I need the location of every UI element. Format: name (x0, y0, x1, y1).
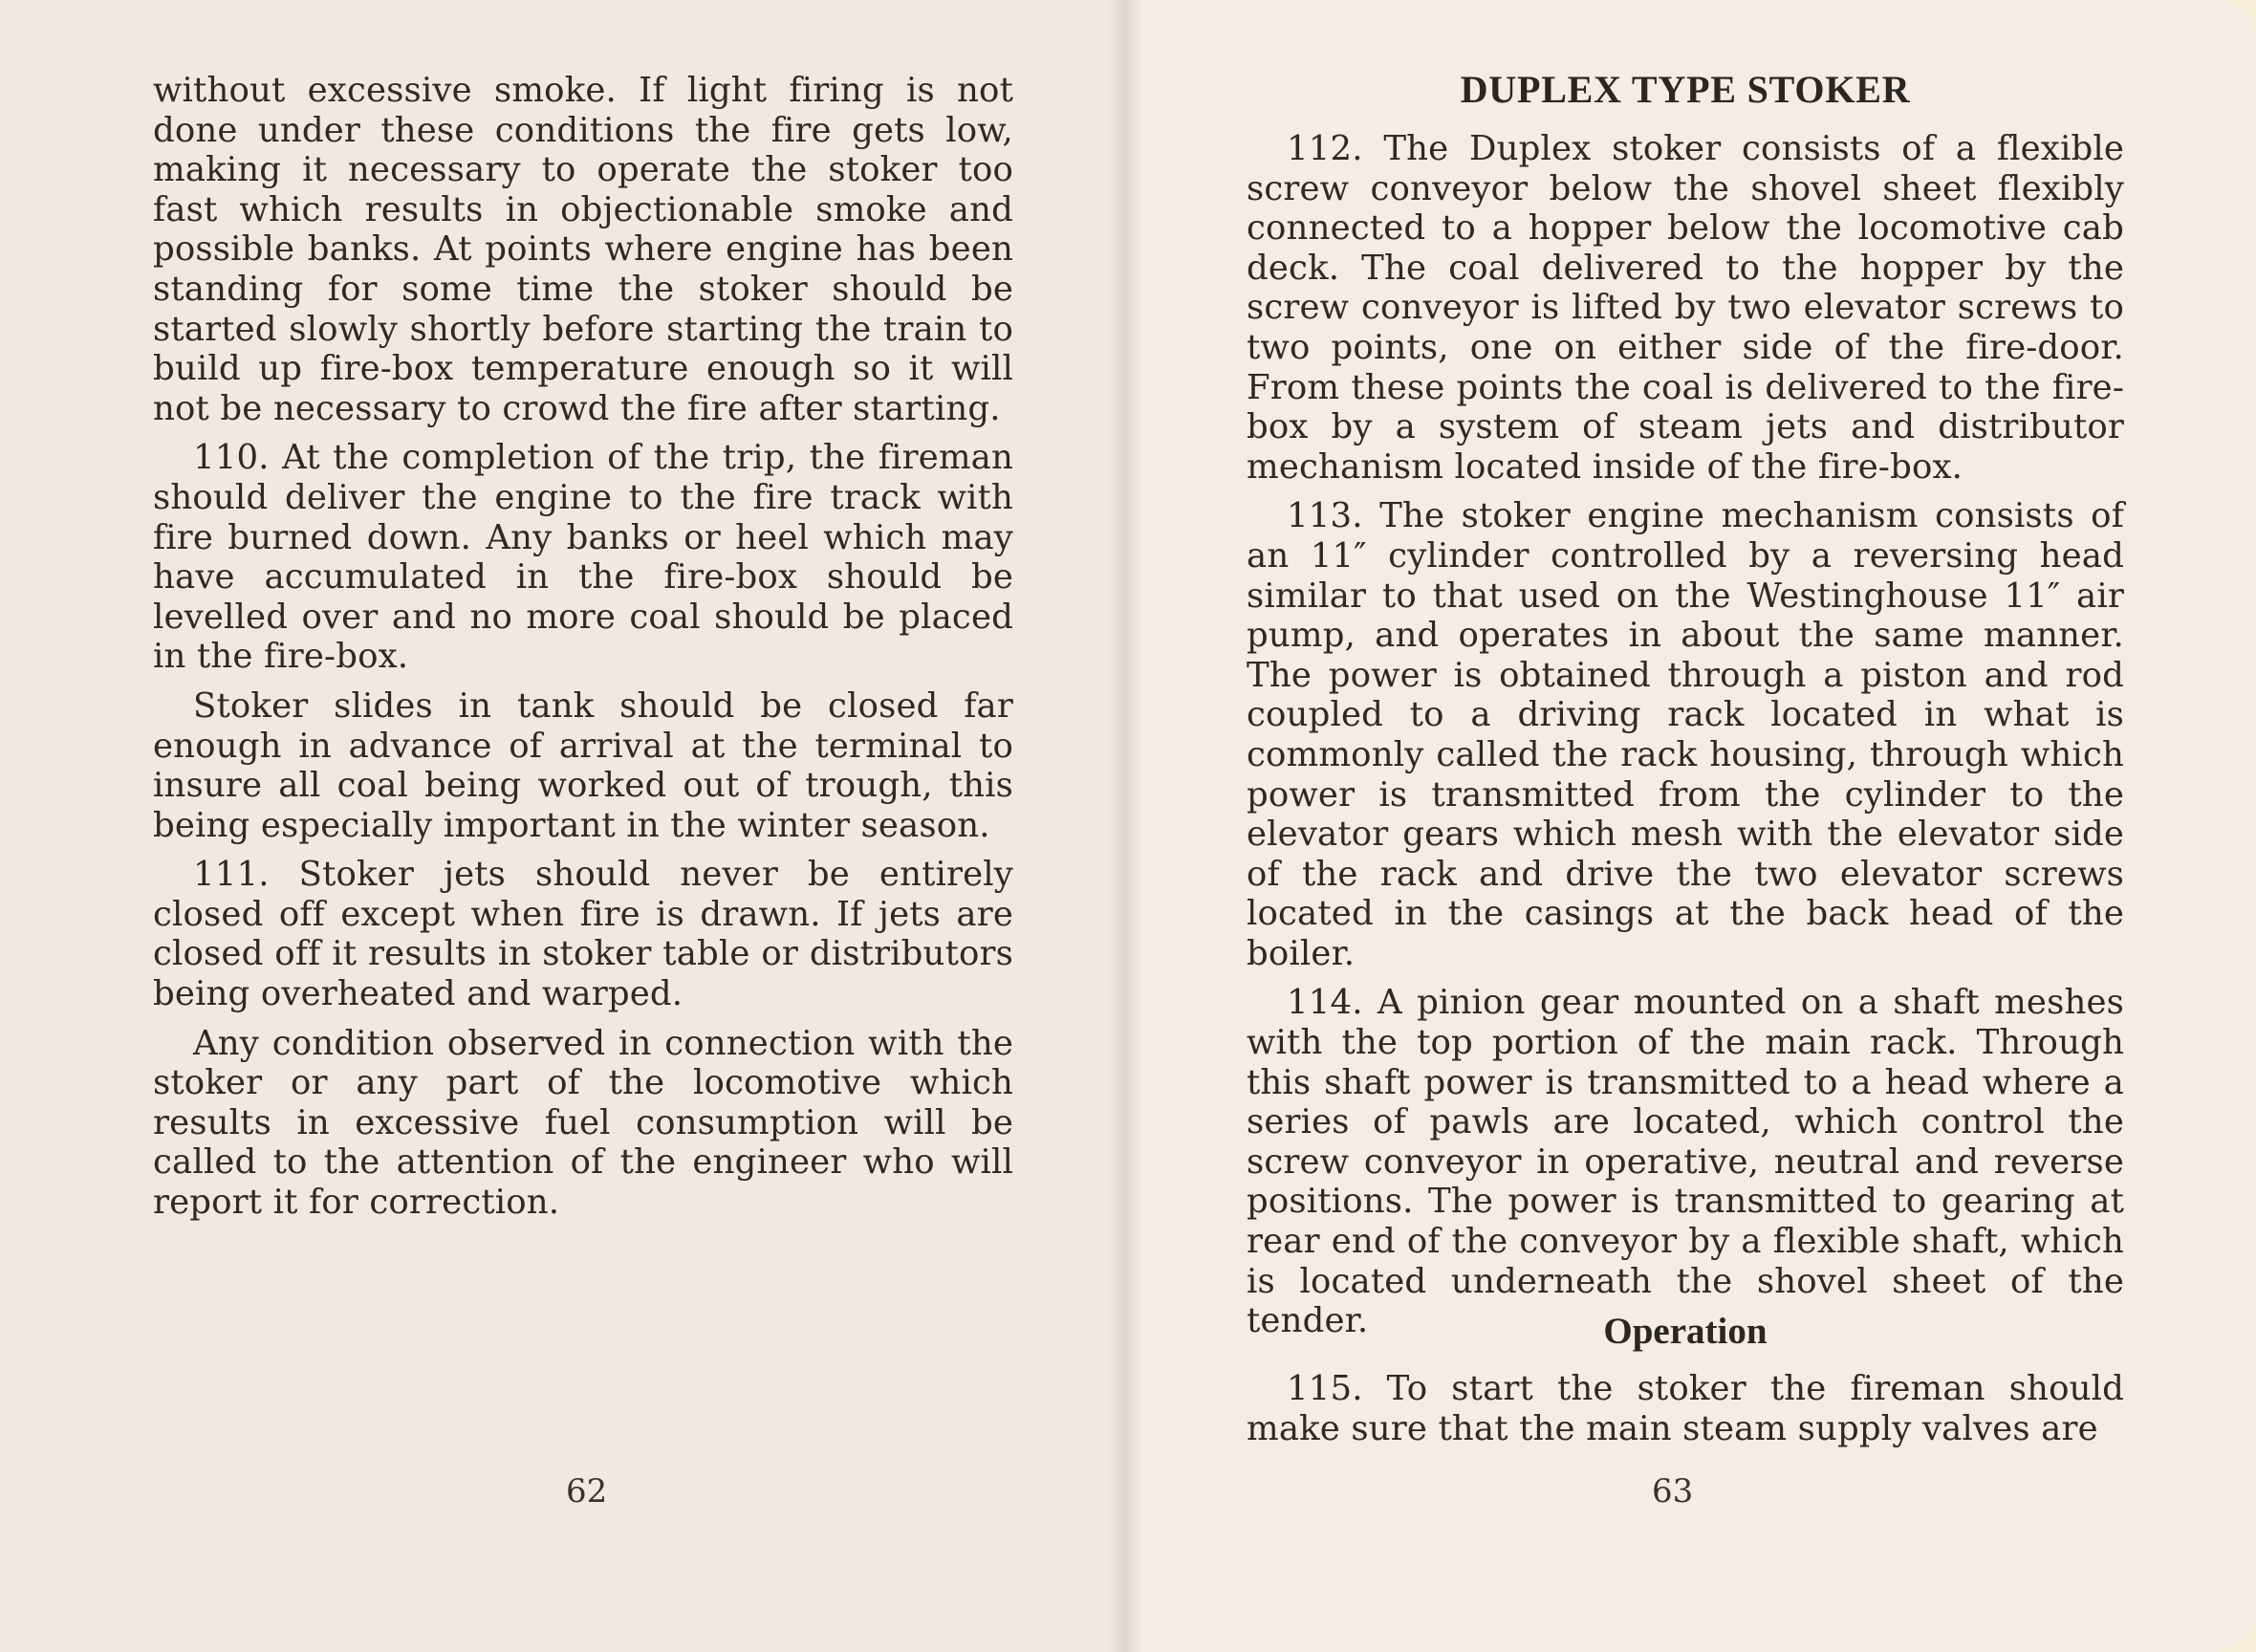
page-title: DUPLEX TYPE STOKER (1460, 68, 1911, 111)
paragraph: Stoker slides in tank should be closed far enough in advance of arrival at the terminal to insure all coal being worked out of trough, this being especially important in the winter season. (153, 685, 1013, 845)
page-number-left: 62 (566, 1472, 608, 1511)
paragraph: without excessive smoke. If light firing is not done under these conditions the fire gets low, making it necessary to operate the stoker too fast which results in objectionable smoke and possible banks. At points where engine has been standing for some time the stoker should be started slowly shortly before starting the train to build up fire-box temperature enough so it will not be necessary to crowd the fire after starting. (153, 71, 1013, 428)
paragraph-113: 113. The stoker engine mechanism consists of an 11″ cylinder controlled by a reversing head similar to that used on the Westinghouse 11″ air pump, and operates in about the same manner. The power is obtained through a piston and rod coupled to a driving rack located in what is commonly called the rack housing, through which power is transmitted from the cylinder to the elevator gears which mesh with the elevator side of the rack and drive the two elevator screws located in the casings at the back head of the boiler. (1247, 496, 2124, 973)
right-page-lower-text (1247, 1369, 2124, 1458)
paragraph: Any condition observed in connection with the stoker or any part of the locomotive which results in excessive fuel consumption will be called to the attention of the engineer who will report it for correction. (153, 1023, 1013, 1223)
paragraph-114: 114. A pinion gear mounted on a shaft meshes with the top portion of the main rack. Through this shaft power is transmitted to a head where a series of pawls are located, which control the screw conveyor in operative, neutral and reverse positions. The power is transmitted to gearing at rear end of the conveyor by a flexible shaft, which is located underneath the shovel sheet of the tender. (1247, 983, 2124, 1341)
paragraph-111: 111. Stoker jets should never be entirely closed off except when fire is drawn. If jets are closed off it results in stoker table or distributors being overheated and warped. (153, 855, 1013, 1014)
right-page (1124, 0, 2256, 1652)
paragraph-110: 110. At the completion of the trip, the fireman should deliver the engine to the fire track with fire burned down. Any banks or heel which may have accumulated in the fire-box should be levelled over and no more coal should be placed in the fire-box. (153, 438, 1013, 677)
section-heading-operation: Operation (1603, 1311, 1768, 1352)
right-page-text (1247, 129, 2124, 1351)
left-page-text (153, 71, 1013, 1232)
left-page (0, 0, 1124, 1652)
paragraph-112: 112. The Duplex stoker consists of a flexible screw conveyor below the shovel sheet flexibly connected to a hopper below the locomotive cab deck. The coal delivered to the hopper by the screw conveyor is lifted by two elevator screws to two points, one on either side of the fire-door. From these points the coal is delivered to the fire-box by a system of steam jets and distributor mechanism located inside of the fire-box. (1247, 129, 2124, 487)
page-number-right: 63 (1652, 1472, 1694, 1511)
paragraph-115: 115. To start the stoker the fireman should make sure that the main steam supply valves are (1247, 1369, 2124, 1448)
